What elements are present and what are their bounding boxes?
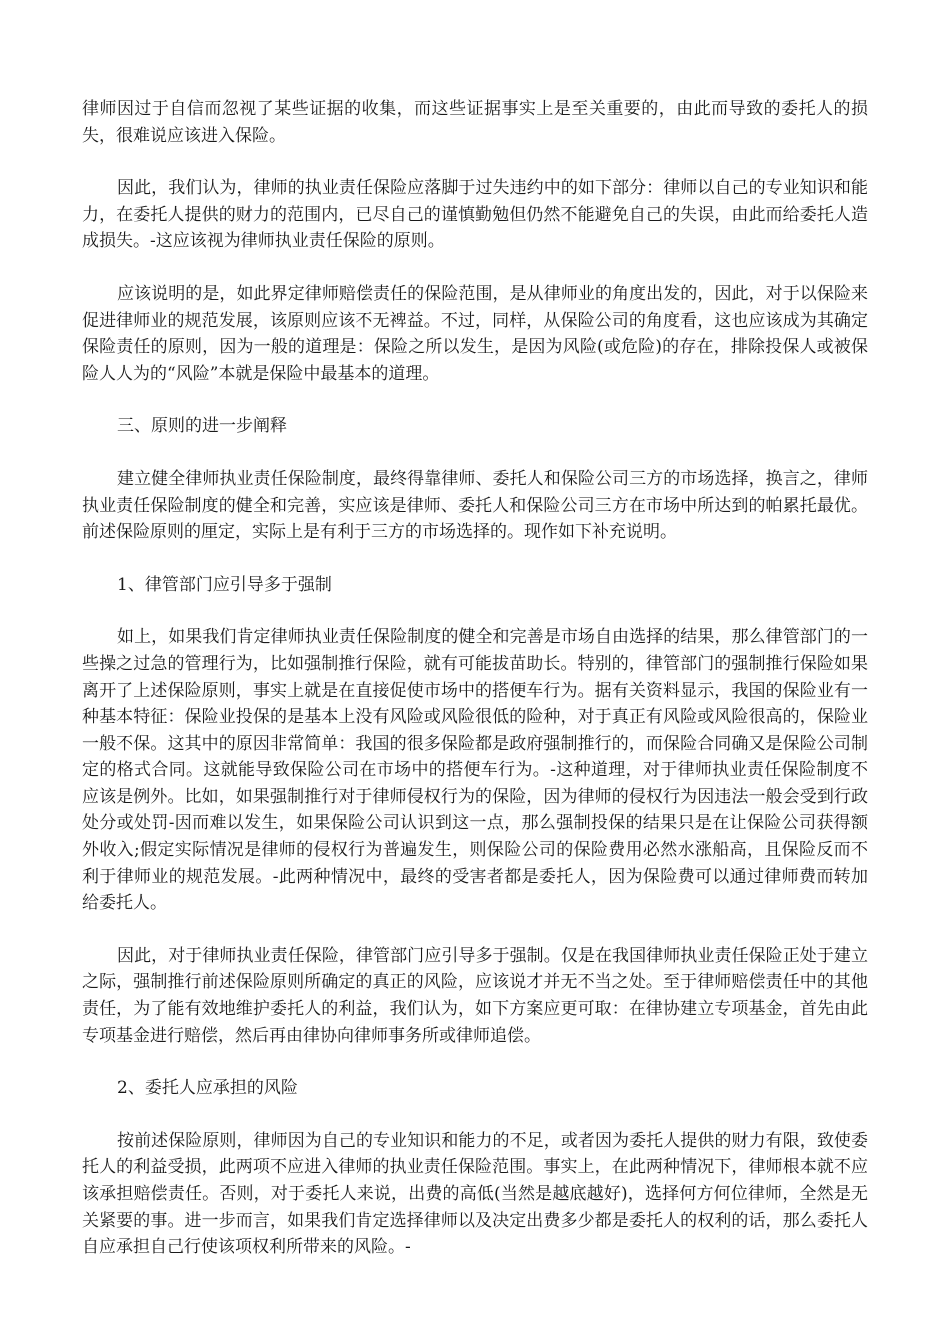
paragraph-market-choice: 建立健全律师执业责任保险制度，最终得靠律师、委托人和保险公司三方的市场选择，换言之，律师执业责任保险制度的健全和完善，实应该是律师、委托人和保险公司三方在市场中所达到的帕累托最优。前述保险原则的厘定，实际上是有利于三方的市场选择的。现作如下补充说明。 [82, 468, 868, 543]
subheading-2: 2、委托人应承担的风险 [117, 1078, 298, 1099]
subheading-1: 1、律管部门应引导多于强制 [117, 574, 332, 595]
paragraph-compulsory-insurance: 如上，如果我们肯定律师执业责任保险制度的健全和完善是市场自由选择的结果，那么律管部门的一些操之过急的管理行为，比如强制推行保险，就有可能拔苗助长。特别的，律管部门的强制推行保险如果离开了上述保险原则，事实上就是在直接促使市场中的搭便车行为。据有关资料显示，我国的保险业有一种基本特征：保险业投保的是基本上没有风险或风险很低的险种，对于真正有风险或风险很高的，保险业一般不保。这其中的原因非常简单：我国的很多保险都是政府强制推行的，而保险合同确又是保险公司制定的格式合同。这就能导致保险公司在市场中的搭便车行为。-这种道理，对于律师执业责任保险制度不应该是例外。比如，如果强制推行对于律师侵权行为的保险，因为律师的侵权行为因违法一般会受到行政处分或处罚-因而难以发生，如果保险公司认识到这一点，那么强制投保的结果只是在让保险公司获得额外收入;假定实际情况是律师的侵权行为普遍发生，则保险公司的保险费用必然水涨船高，且保险反而不利于律师业的规范发展。-此两种情况中，最终的受害者都是委托人，因为保险费可以通过律师费而转加给委托人。 [82, 627, 868, 914]
paragraph-guidance: 因此，对于律师执业责任保险，律管部门应引导多于强制。仅是在我国律师执业责任保险正处于建立之际，强制推行前述保险原则所确定的真正的风险，应该说才并无不当之处。至于律师赔偿责任中的其他责任，为了能有效地维护委托人的利益，我们认为，如下方案应更可取：在律协建立专项基金，首先由此专项基金进行赔偿，然后再由律协向律师事务所或律师追偿。 [82, 945, 868, 1046]
section-heading-3: 三、原则的进一步阐释 [117, 416, 287, 437]
paragraph-principle: 因此，我们认为，律师的执业责任保险应落脚于过失违约中的如下部分：律师以自己的专业知识和能力，在委托人提供的财力的范围内，已尽自己的谨慎勤勉但仍然不能避免自己的失误，由此而给委托人造成损失。-这应该视为律师执业责任保险的原则。 [82, 178, 868, 252]
paragraph-client-risk: 按前述保险原则，律师因为自己的专业知识和能力的不足，或者因为委托人提供的财力有限，致使委托人的利益受损，此两项不应进入律师的执业责任保险范围。事实上，在此两种情况下，律师根本就不应该承担赔偿责任。否则，对于委托人来说，出费的高低(当然是越底越好)，选择何方何位律师，全然是无关紧要的事。进一步而言，如果我们肯定选择律师以及决定出费多少都是委托人的权利的话，那么委托人自应承担自己行使该项权利所带来的风险。- [82, 1130, 868, 1258]
paragraph-explanation: 应该说明的是，如此界定律师赔偿责任的保险范围，是从律师业的角度出发的，因此，对于以保险来促进律师业的规范发展，该原则应该不无裨益。不过，同样，从保险公司的角度看，这也应该成为其确定保险责任的原则，因为一般的道理是：保险之所以发生，是因为风险(或危险)的存在，排除投保人或被保险人人为的“风险”本就是保险中最基本的道理。 [82, 283, 868, 384]
paragraph-continuation: 律师因过于自信而忽视了某些证据的收集，而这些证据事实上是至关重要的，由此而导致的委托人的损失，很难说应该进入保险。 [82, 99, 868, 146]
document-page [82, 96, 868, 1287]
